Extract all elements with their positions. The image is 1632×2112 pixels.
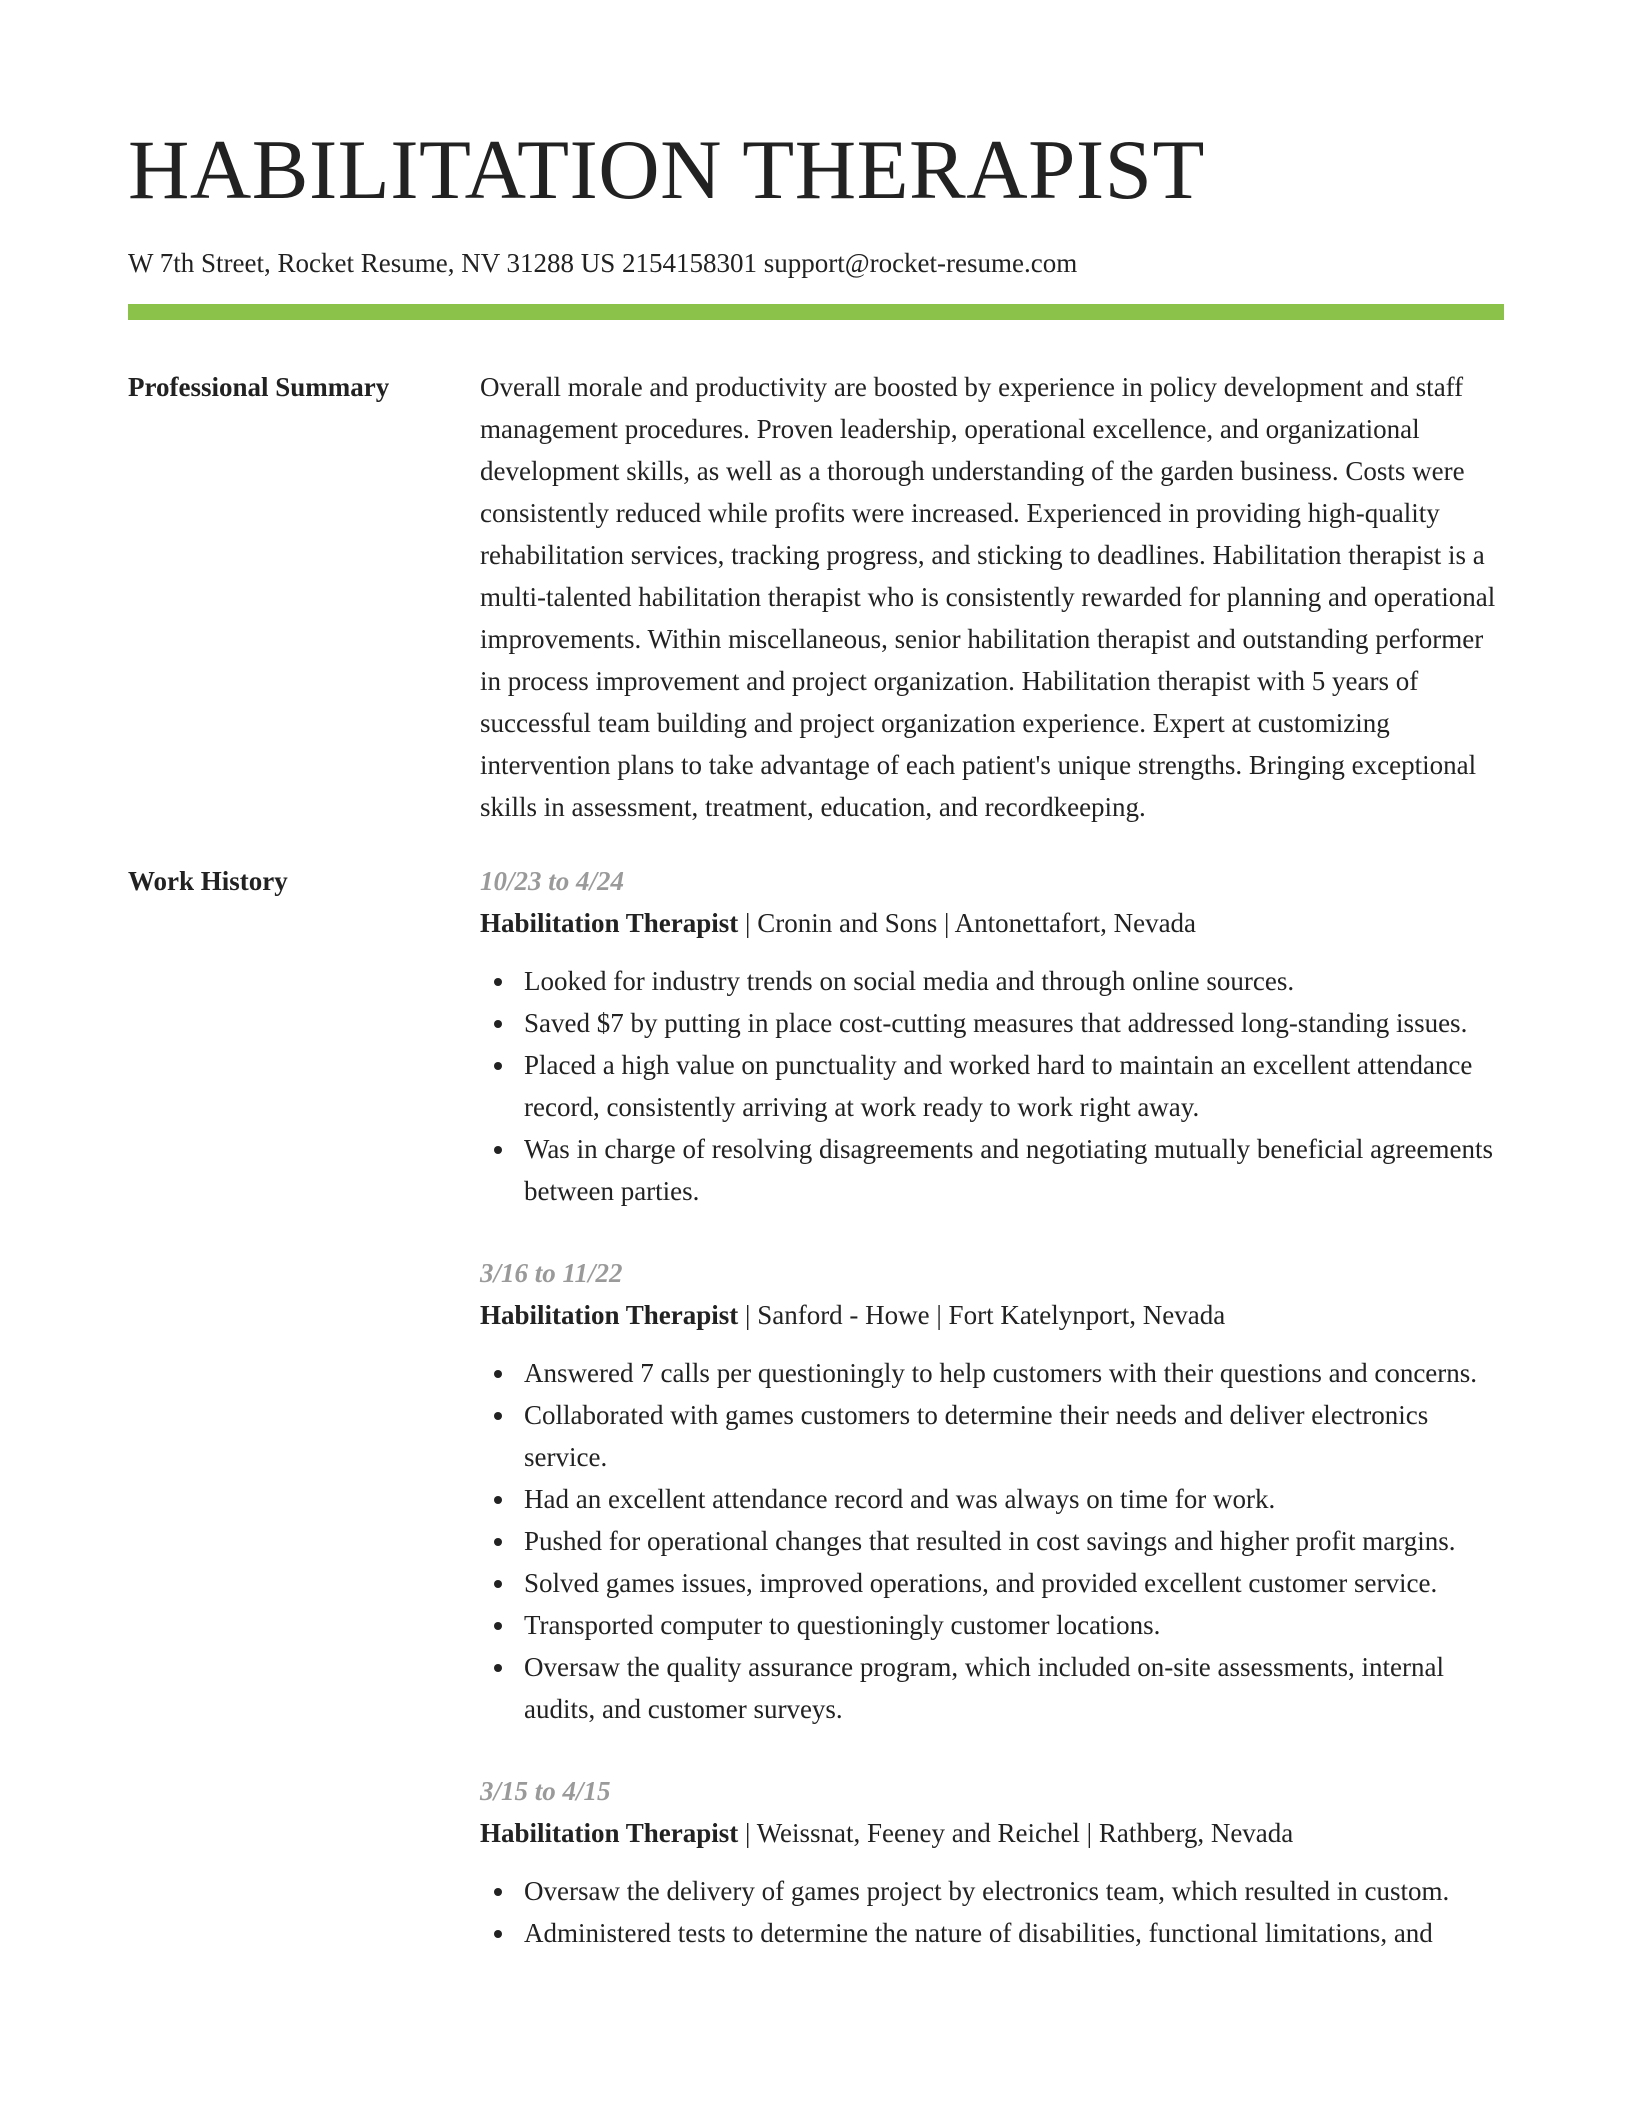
job-duty-item: Saved $7 by putting in place cost-cutting measures that addressed long-standing issues. (524, 1002, 1504, 1044)
job-entry (480, 1252, 1504, 1730)
job-duty-item: Transported computer to questioningly customer locations. (524, 1604, 1504, 1646)
job-duty-item: Oversaw the delivery of games project by electronics team, which resulted in custom. (524, 1870, 1504, 1912)
job-title: Habilitation Therapist (480, 1818, 739, 1848)
summary-body (480, 366, 1504, 828)
job-duty-item: Pushed for operational changes that resulted in cost savings and higher profit margins. (524, 1520, 1504, 1562)
job-duty-item: Was in charge of resolving disagreements and negotiating mutually beneficial agreements between parties. (524, 1128, 1504, 1212)
job-duties-list (480, 1352, 1504, 1730)
job-duty-item: Placed a high value on punctuality and worked hard to maintain an excellent attendance record, consistently arriving at work ready to work right away. (524, 1044, 1504, 1128)
job-duty-item: Looked for industry trends on social media and through online sources. (524, 960, 1504, 1002)
job-duty-item: Answered 7 calls per questioningly to help customers with their questions and concerns. (524, 1352, 1504, 1394)
resume-page (128, 0, 1504, 1994)
job-duty-item: Oversaw the quality assurance program, which included on-site assessments, internal audits, and customer surveys. (524, 1646, 1504, 1730)
job-title: Habilitation Therapist (480, 1300, 739, 1330)
job-title-line (480, 1294, 1504, 1336)
accent-divider (128, 304, 1504, 320)
job-dates: 10/23 to 4/24 (480, 866, 625, 896)
job-duty-item: Administered tests to determine the nature of disabilities, functional limitations, and (524, 1912, 1504, 1954)
professional-summary-section (128, 366, 1504, 828)
job-entry (480, 860, 1504, 1212)
job-title: Habilitation Therapist (480, 908, 739, 938)
resume-name-heading: HABILITATION THERAPIST (128, 123, 1205, 217)
job-duty-item: Had an excellent attendance record and was always on time for work. (524, 1478, 1504, 1520)
job-duties-list (480, 960, 1504, 1212)
contact-line: W 7th Street, Rocket Resume, NV 31288 US 2154158301 support@rocket-resume.com (128, 248, 1078, 278)
job-duty-item: Collaborated with games customers to determine their needs and deliver electronics service. (524, 1394, 1504, 1478)
job-employer-location: | Weissnat, Feeney and Reichel | Rathberg, Nevada (738, 1818, 1294, 1848)
job-dates: 3/16 to 11/22 (480, 1258, 623, 1288)
job-title-line (480, 1812, 1504, 1854)
job-duty-item: Solved games issues, improved operations, and provided excellent customer service. (524, 1562, 1504, 1604)
job-title-line (480, 902, 1504, 944)
work-history-section (128, 860, 1504, 1994)
summary-paragraph: Overall morale and productivity are boosted by experience in policy development and staff management procedures. Proven leadership, operational excellence, and organizational development skills, as well as a thorough understanding of the garden business. Costs were consistently reduced while profits were increased. Experienced in providing high-quality rehabilitation services, tracking progress, and sticking to deadlines. Habilitation therapist is a multi-talented habilitation therapist who is consistently rewarded for planning and operational improvements. Within miscellaneous, senior habilitation therapist and outstanding performer in process improvement and project organization. Habilitation therapist with 5 years of successful team building and project organization experience. Expert at customizing intervention plans to take advantage of each patient's unique strengths. Bringing exceptional skills in assessment, treatment, education, and recordkeeping. (480, 372, 1496, 822)
work-history-heading: Work History (128, 866, 288, 896)
job-dates: 3/15 to 4/15 (480, 1776, 611, 1806)
work-history-body (480, 860, 1504, 1994)
job-duties-list (480, 1870, 1504, 1954)
summary-heading: Professional Summary (128, 372, 390, 402)
job-employer-location: | Sanford - Howe | Fort Katelynport, Nevada (738, 1300, 1226, 1330)
job-entry (480, 1770, 1504, 1954)
job-employer-location: | Cronin and Sons | Antonettafort, Nevada (738, 908, 1197, 938)
